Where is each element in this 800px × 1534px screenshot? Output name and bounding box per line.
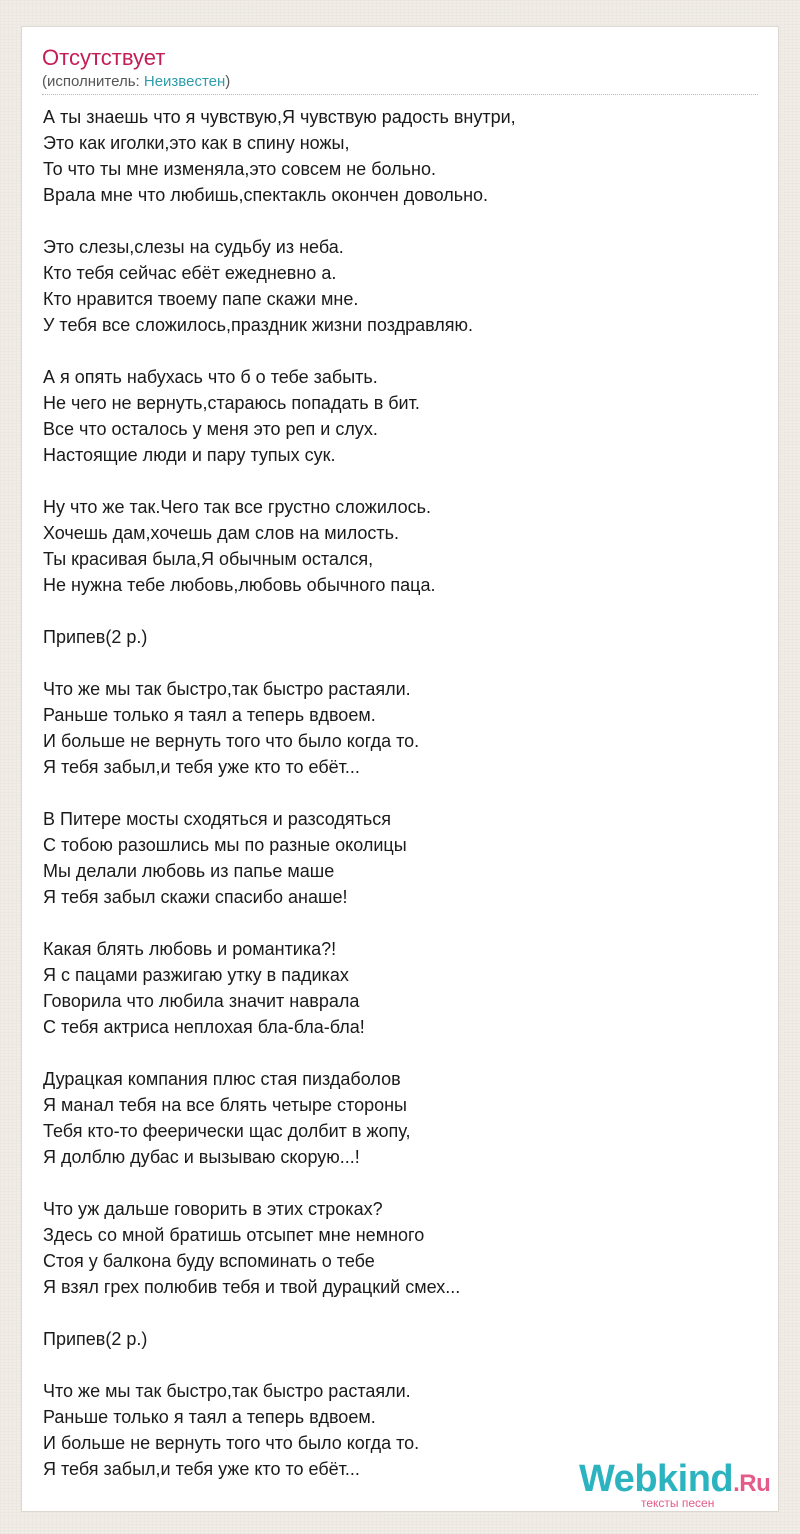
artist-suffix: ) (225, 73, 231, 90)
title-divider (42, 94, 758, 95)
song-title: Отсутствует (42, 45, 166, 70)
watermark-brand-name: Webkind (579, 1458, 734, 1500)
watermark-tagline: тексты песен (641, 1496, 715, 1510)
artist-prefix: (исполнитель: (42, 73, 144, 90)
artist-link[interactable]: Неизвестен (143, 73, 226, 90)
artist-line (42, 73, 230, 91)
lyrics-text: А ты знаешь что я чувствую,Я чувствую радость внутри, Это как иголки,это как в спину ножы, То что ты мне изменяла,это совсем не больно. Врала мне что любишь,спектакль окончен довольно. Это слезы,слезы на судьбу из неба. Кто тебя сейчас ебёт ежедневно а. Кто нравится твоему папе скажи мне. У тебя все сложилось,праздник жизни поздравляю. А я опять набухась что б о тебе забыть. Не чего не вернуть,стараюсь попадать в бит. Все что осталось у меня это реп и слух. Настоящие люди и пару тупых сук. Ну что же так.Чего так все грустно сложилось. Хочешь дам,хочешь дам слов на милость. Ты красивая была,Я обычным остался, Не нужна тебе любовь,любовь обычного паца. Припев(2 р.) Что же мы так быстро,так быстро растаяли. Раньше только я таял а теперь вдвоем. И больше не вернуть того что было когда то. Я тебя забыл,и тебя уже кто то ебёт... В Питере мосты сходяться и разсодяться С тобою разошлись мы по разные околицы Мы делали любовь из папье маше Я тебя забыл скажи спасибо анаше! Какая блять любовь и романтика?! Я с пацами разжигаю утку в падиках Говорила что любила значит наврала С тебя актриса неплохая бла-бла-бла! Дурацкая компания плюс стая пиздаболов Я манал тебя на все блять четыре стороны Тебя кто-то феерически щас долбит в жопу, Я долблю дубас и вызываю скорую...! Что уж дальше говорить в этих строках? Здесь со мной братишь отсыпет мне немного Стоя у балкона буду вспоминать о тебе Я взял грех полюбив тебя и твой дурацкий смех... Припев(2 р.) Что же мы так быстро,так быстро растаяли. Раньше только я таял а теперь вдвоем. И больше не вернуть того что было когда то. Я тебя забыл,и тебя уже кто то ебёт... (43, 107, 516, 1479)
watermark-tld: .Ru (733, 1470, 771, 1497)
webkind-watermark-logo (579, 1456, 774, 1514)
